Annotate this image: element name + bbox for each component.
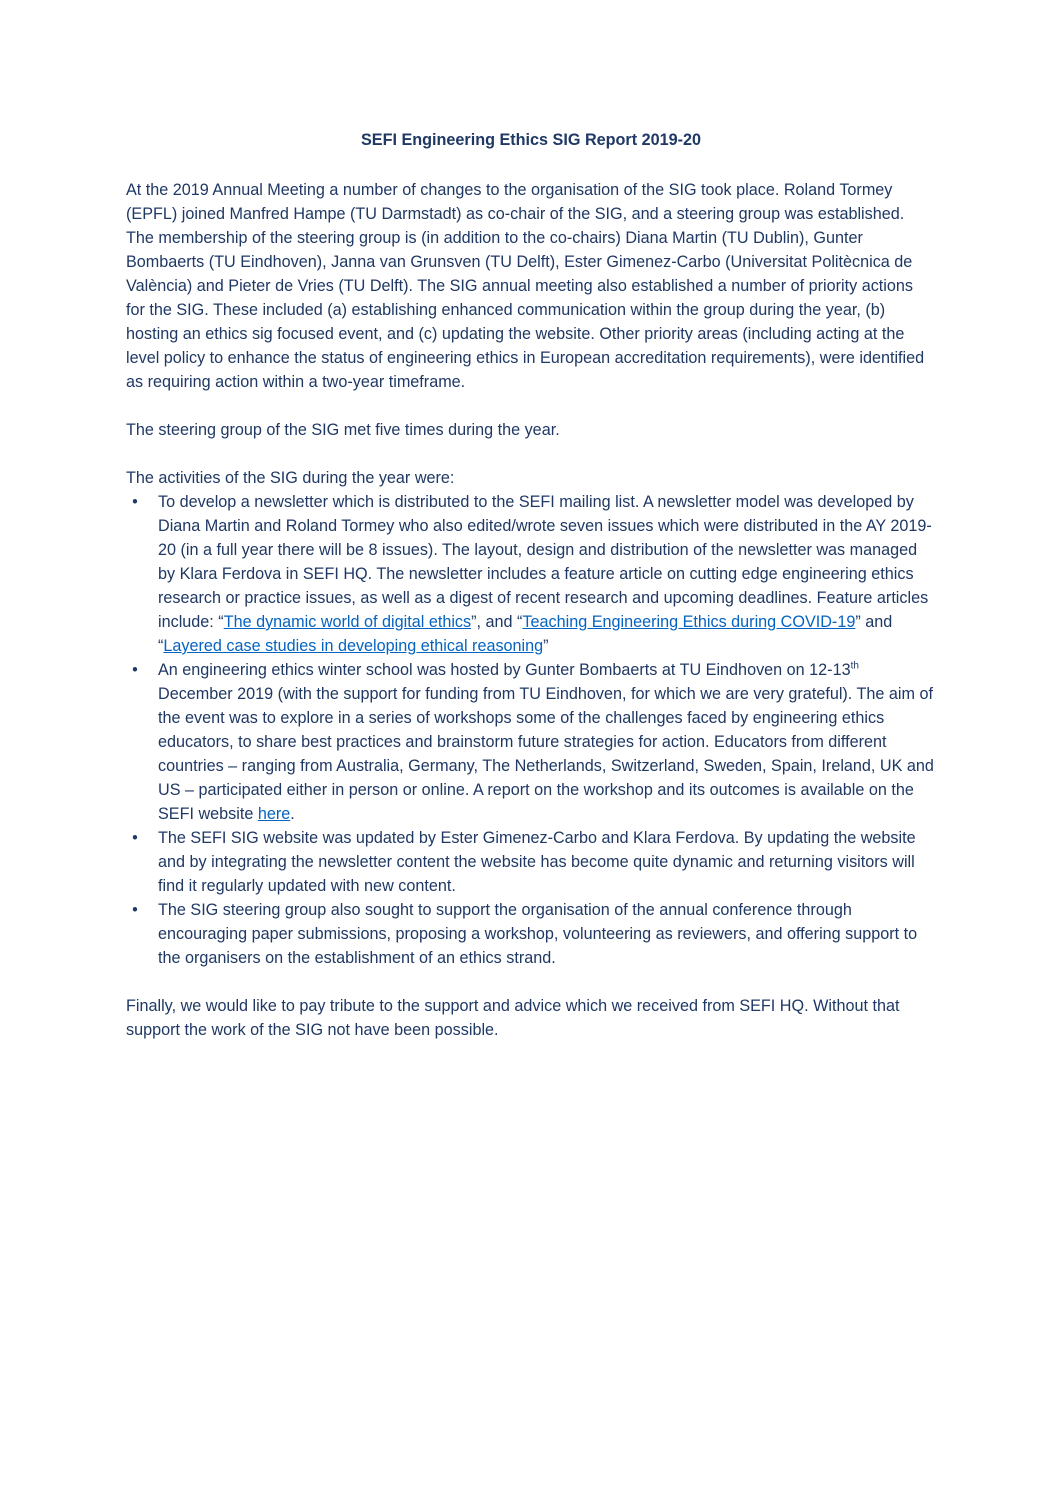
list-item: [126, 490, 936, 658]
link-layered-case-studies[interactable]: Layered case studies in developing ethical reasoning: [163, 637, 544, 655]
closing-paragraph: Finally, we would like to pay tribute to the support and advice which we received from SEFI HQ. Without that support the work of the SIG not have been possible.: [126, 997, 900, 1039]
bullet-icon: •: [132, 661, 138, 679]
bullet-separator: ”, and “: [471, 613, 523, 631]
ordinal-suffix: th: [850, 660, 859, 672]
bullet-icon: •: [132, 493, 138, 511]
intro-paragraph: At the 2019 Annual Meeting a number of changes to the organisation of the SIG took place. Roland Tormey (EPFL) joined Manfred Hampe (TU Darmstadt) as co-chair of the SIG, and a steering group was established. The membership of the steering group is (in addition to the co-chairs) Diana Martin (TU Dublin), Gunter Bombaerts (TU Eindhoven), Janna van Grunsven (TU Delft), Ester Gimenez-Carbo (Universitat Politècnica de València) and Pieter de Vries (TU Delft). The SIG annual meeting also established a number of priority actions for the SIG. These included (a) establishing enhanced communication within the group during the year, (b) hosting an ethics sig focused event, and (c) updating the website. Other priority areas (including acting at the level policy to enhance the status of engineering ethics in European accreditation requirements), were identified as requiring action within a two-year timeframe.: [126, 181, 925, 391]
bullet-text: To develop a newsletter which is distributed to the SEFI mailing list. A newsletter model was developed by Diana Martin and Roland Tormey who also edited/wrote seven issues which were distributed in the AY 2019-20 (in a full year there will be 8 issues). The layout, design and distribution of the newsletter was managed by Klara Ferdova in SEFI HQ. The newsletter includes a feature article on cutting edge engineering ethics research or practice issues, as well as a digest of recent research and upcoming deadlines. Feature articles include: “: [158, 493, 932, 631]
list-item: [126, 898, 936, 970]
link-dynamic-world-digital-ethics[interactable]: The dynamic world of digital ethics: [223, 613, 472, 631]
bullet-separator: ” and “: [158, 613, 893, 655]
list-item: [126, 826, 936, 898]
link-workshop-report[interactable]: here: [257, 805, 291, 823]
activities-list: [126, 490, 936, 970]
activities-intro: The activities of the SIG during the year were:: [126, 469, 455, 487]
document-body: [126, 128, 936, 1066]
steering-paragraph: The steering group of the SIG met five times during the year.: [126, 421, 560, 439]
bullet-end: ”: [543, 637, 549, 655]
bullet-end: .: [290, 805, 295, 823]
bullet-text: The SEFI SIG website was updated by Ester Gimenez-Carbo and Klara Ferdova. By updating the website and by integrating the newsletter content the website has become quite dynamic and returning visitors will find it regularly updated with new content.: [158, 829, 916, 895]
bullet-text: An engineering ethics winter school was hosted by Gunter Bombaerts at TU Eindhoven on 12-13: [158, 661, 851, 679]
list-item: [126, 658, 936, 826]
bullet-icon: •: [132, 901, 138, 919]
bullet-text: December 2019 (with the support for funding from TU Eindhoven, for which we are very grateful). The aim of the event was to explore in a series of workshops some of the challenges faced by engineering ethics educators, to share best practices and brainstorm future strategies for action. Educators from different countries – ranging from Australia, Germany, The Netherlands, Switzerland, Sweden, Spain, Ireland, UK and US – participated either in person or online. A report on the workshop and its outcomes is available on the SEFI website: [158, 685, 934, 823]
link-teaching-ethics-covid[interactable]: Teaching Engineering Ethics during COVID-19: [522, 613, 856, 631]
document-title: SEFI Engineering Ethics SIG Report 2019-20: [360, 131, 702, 149]
bullet-text: The SIG steering group also sought to support the organisation of the annual conference through encouraging paper submissions, proposing a workshop, volunteering as reviewers, and offering support to the organisers on the establishment of an ethics strand.: [158, 901, 918, 967]
bullet-icon: •: [132, 829, 138, 847]
